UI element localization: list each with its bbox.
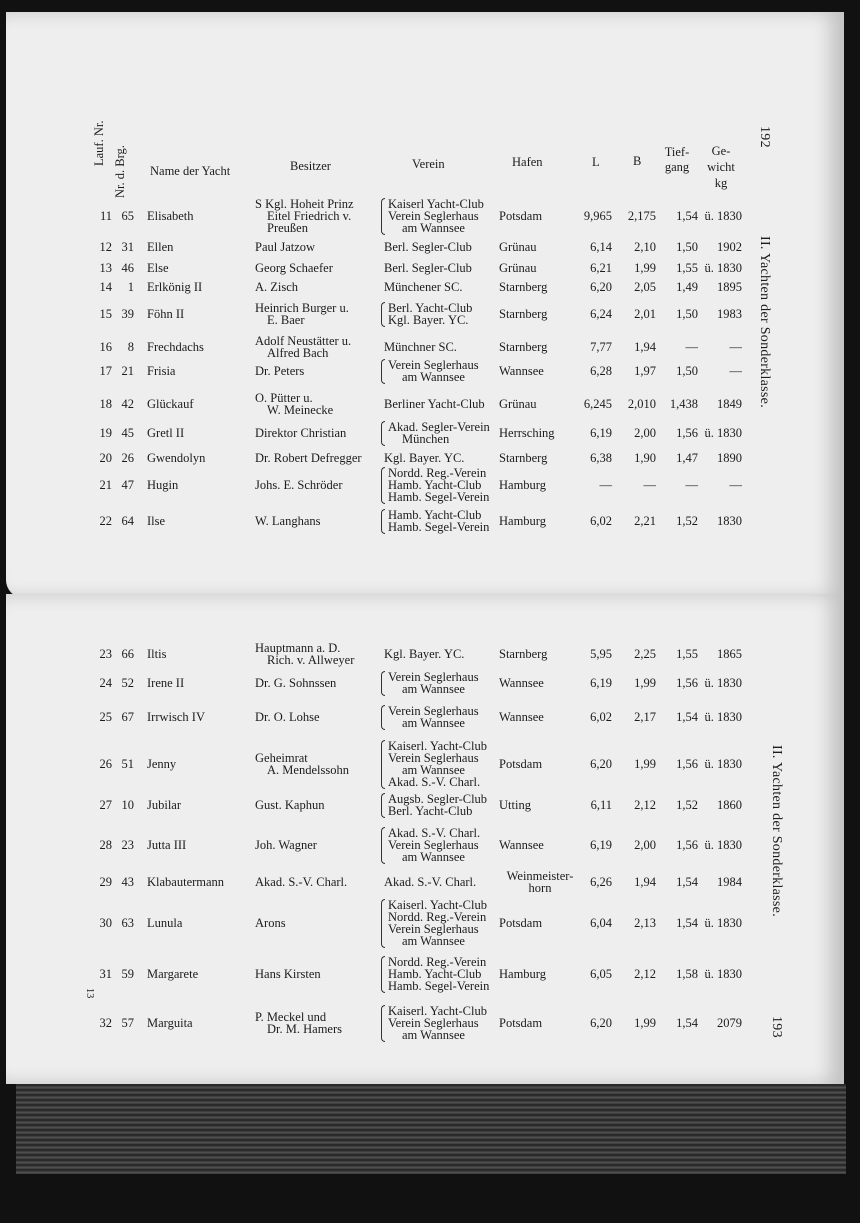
cell-besitzer-line: Direktor Christian xyxy=(255,426,347,440)
header-gewicht-line: Ge- xyxy=(711,144,731,158)
cell-l: 6,26 xyxy=(590,875,612,889)
header-gewicht-line: kg xyxy=(714,176,728,190)
cell-tiefgang: — xyxy=(685,340,698,354)
cell-yacht-name: Else xyxy=(147,261,169,275)
cell-l: 6,11 xyxy=(590,798,612,812)
cell-lauf-nr: 18 xyxy=(99,397,112,411)
cell-l: 6,28 xyxy=(590,364,612,378)
cell-yacht-name: Hugin xyxy=(147,478,179,492)
cell-gewicht: ü. 1830 xyxy=(704,261,742,275)
cell-b: 2,13 xyxy=(634,916,656,930)
cell-verein-line: Hamb. Yacht-Club xyxy=(388,508,482,522)
cell-verein-line: Verein Seglerhaus xyxy=(388,1016,479,1030)
cell-lauf-nr: 20 xyxy=(99,451,112,465)
cell-verein-line: am Wannsee xyxy=(402,221,465,235)
cell-tiefgang: 1,50 xyxy=(676,307,698,321)
cell-lauf-nr: 25 xyxy=(99,710,112,724)
cell-verein-line: Berl. Segler-Club xyxy=(384,261,472,275)
header-name: Name der Yacht xyxy=(150,164,231,178)
cell-verein-line: Kaiserl. Yacht-Club xyxy=(388,898,487,912)
verein-brace xyxy=(381,740,385,789)
cell-verein-line: Verein Seglerhaus xyxy=(388,751,479,765)
cell-hafen: Hamburg xyxy=(499,967,546,981)
cell-l: 9,965 xyxy=(583,209,612,223)
cell-l: 7,77 xyxy=(590,340,612,354)
cell-verein-line: Kgl. Bayer. YC. xyxy=(384,451,465,465)
running-head-bottom: II. Yachten der Sonderklasse. xyxy=(769,745,784,917)
header-tiefgang xyxy=(660,145,694,175)
cell-yacht-name: Jubilar xyxy=(147,798,182,812)
cell-hafen: Hamburg xyxy=(499,514,546,528)
cell-b: 2,00 xyxy=(634,426,656,440)
header-b: B xyxy=(633,154,642,168)
cell-tiefgang: 1,54 xyxy=(676,916,698,930)
cell-verein-line: am Wannsee xyxy=(402,850,465,864)
cell-nr-brg: 43 xyxy=(121,875,134,889)
cell-verein-line: Hamb. Yacht-Club xyxy=(388,967,482,981)
cell-verein-line: Hamb. Segel-Verein xyxy=(388,979,490,993)
cell-gewicht: ü. 1830 xyxy=(704,426,742,440)
cell-besitzer-line: Johs. E. Schröder xyxy=(255,478,343,492)
cell-yacht-name: Iltis xyxy=(147,647,167,661)
cell-hafen: Wannsee xyxy=(499,676,544,690)
cell-gewicht: ü. 1830 xyxy=(704,757,742,771)
cell-besitzer-line: Dr. O. Lohse xyxy=(255,710,320,724)
cell-besitzer-line: Arons xyxy=(255,916,286,930)
cell-yacht-name: Frechdachs xyxy=(147,340,204,354)
cell-yacht-name: Marguita xyxy=(147,1016,193,1030)
cell-verein-line: Verein Seglerhaus xyxy=(388,209,479,223)
cell-b: — xyxy=(643,478,656,492)
cell-tiefgang: 1,54 xyxy=(676,1016,698,1030)
cell-hafen: Potsdam xyxy=(499,757,543,771)
cell-hafen: Potsdam xyxy=(499,916,543,930)
cell-besitzer-line: Heinrich Burger u. xyxy=(255,301,349,315)
cell-l: 6,19 xyxy=(590,676,612,690)
cell-yacht-name: Glückauf xyxy=(147,397,194,411)
cell-lauf-nr: 23 xyxy=(99,647,112,661)
cell-verein-line: Berl. Yacht-Club xyxy=(388,804,473,818)
cell-gewicht: 1865 xyxy=(717,647,742,661)
cell-nr-brg: 64 xyxy=(121,514,134,528)
cell-nr-brg: 52 xyxy=(121,676,134,690)
header-tiefgang-line: Tief- xyxy=(664,145,690,159)
cell-verein-line: Verein Seglerhaus xyxy=(388,922,479,936)
cell-yacht-name: Klabautermann xyxy=(147,875,225,889)
cell-nr-brg: 47 xyxy=(121,478,134,492)
cell-l: — xyxy=(599,478,612,492)
cell-lauf-nr: 31 xyxy=(99,967,112,981)
cell-yacht-name: Ellen xyxy=(147,240,174,254)
page-edges xyxy=(16,1084,846,1174)
cell-nr-brg: 63 xyxy=(121,916,134,930)
cell-lauf-nr: 19 xyxy=(99,426,112,440)
cell-verein-line: Akad. S.-V. Charl. xyxy=(384,875,477,889)
cell-gewicht: 1830 xyxy=(717,514,742,528)
cell-l: 6,245 xyxy=(583,397,612,411)
cell-l: 6,19 xyxy=(590,838,612,852)
cell-verein-line: am Wannsee xyxy=(402,934,465,948)
cell-besitzer-line: Akad. S.-V. Charl. xyxy=(255,875,348,889)
cell-hafen: Hamburg xyxy=(499,478,546,492)
cell-b: 2,010 xyxy=(627,397,656,411)
cell-hafen: Wannsee xyxy=(499,838,544,852)
cell-verein-line: Nordd. Reg.-Verein xyxy=(388,910,487,924)
cell-hafen: Grünau xyxy=(499,397,537,411)
cell-verein-line: am Wannsee xyxy=(402,716,465,730)
cell-hafen: Starnberg xyxy=(499,451,548,465)
cell-b: 2,01 xyxy=(634,307,656,321)
verein-brace xyxy=(381,705,385,730)
header-gewicht-line: wicht xyxy=(707,160,735,174)
cell-tiefgang: 1,50 xyxy=(676,240,698,254)
header-hafen: Hafen xyxy=(512,155,543,169)
cell-hafen: Grünau xyxy=(499,261,537,275)
header-verein: Verein xyxy=(412,157,445,171)
cell-nr-brg: 51 xyxy=(121,757,134,771)
cell-besitzer-line: Dr. Robert Defregger xyxy=(255,451,362,465)
cell-nr-brg: 42 xyxy=(121,397,134,411)
cell-b: 1,94 xyxy=(634,875,656,889)
cell-verein-line: Berliner Yacht-Club xyxy=(384,397,485,411)
page-number-bottom: 193 xyxy=(769,1016,784,1038)
cell-b: 1,90 xyxy=(634,451,656,465)
cell-verein-line: Hamb. Segel-Verein xyxy=(388,490,490,504)
cell-b: 2,25 xyxy=(634,647,656,661)
cell-b: 2,10 xyxy=(634,240,656,254)
cell-verein-line: Kaiserl. Yacht-Club xyxy=(388,1004,487,1018)
cell-besitzer-line: Dr. M. Hamers xyxy=(267,1022,342,1036)
cell-nr-brg: 66 xyxy=(121,647,134,661)
cell-gewicht: ü. 1830 xyxy=(704,209,742,223)
cell-b: 2,12 xyxy=(634,798,656,812)
cell-l: 6,20 xyxy=(590,1016,612,1030)
cell-gewicht: 1890 xyxy=(717,451,742,465)
cell-verein-line: am Wannsee xyxy=(402,1028,465,1042)
cell-lauf-nr: 13 xyxy=(99,261,112,275)
cell-tiefgang: 1,50 xyxy=(676,364,698,378)
cell-hafen: Weinmeister- horn xyxy=(506,869,574,895)
cell-tiefgang: 1,55 xyxy=(676,647,698,661)
cell-nr-brg: 26 xyxy=(121,451,134,465)
cell-b: 1,99 xyxy=(634,676,656,690)
cell-tiefgang: 1,56 xyxy=(676,757,698,771)
cell-gewicht: ü. 1830 xyxy=(704,838,742,852)
cell-besitzer-line: Paul Jatzow xyxy=(255,240,316,254)
cell-nr-brg: 10 xyxy=(121,798,134,812)
cell-besitzer-line: Alfred Bach xyxy=(267,346,329,360)
cell-yacht-name: Margarete xyxy=(147,967,199,981)
verein-brace xyxy=(381,956,385,993)
cell-gewicht: — xyxy=(729,340,742,354)
cell-lauf-nr: 17 xyxy=(99,364,112,378)
cell-tiefgang: 1,438 xyxy=(669,397,698,411)
cell-gewicht: 1983 xyxy=(717,307,742,321)
cell-hafen: Starnberg xyxy=(499,280,548,294)
verein-brace xyxy=(381,1005,385,1042)
cell-lauf-nr: 32 xyxy=(99,1016,112,1030)
verein-brace xyxy=(381,302,385,327)
cell-besitzer-line: Rich. v. Allweyer xyxy=(267,653,355,667)
cell-hafen: Utting xyxy=(499,798,531,812)
cell-l: 6,02 xyxy=(590,710,612,724)
verein-brace xyxy=(381,467,385,504)
cell-lauf-nr: 29 xyxy=(99,875,112,889)
cell-lauf-nr: 21 xyxy=(99,478,112,492)
cell-yacht-name: Irrwisch IV xyxy=(147,710,205,724)
cell-verein-line: Hamb. Yacht-Club xyxy=(388,478,482,492)
cell-gewicht: ü. 1830 xyxy=(704,710,742,724)
cell-b: 1,97 xyxy=(634,364,656,378)
cell-lauf-nr: 15 xyxy=(99,307,112,321)
cell-tiefgang: 1,49 xyxy=(676,280,698,294)
cell-nr-brg: 8 xyxy=(127,340,134,354)
cell-tiefgang: 1,55 xyxy=(676,261,698,275)
cell-b: 1,99 xyxy=(634,261,656,275)
verein-brace xyxy=(381,421,385,446)
cell-l: 6,20 xyxy=(590,280,612,294)
cell-verein-line: Nordd. Reg.-Verein xyxy=(388,955,487,969)
cell-tiefgang: 1,54 xyxy=(676,209,698,223)
cell-b: 2,05 xyxy=(634,280,656,294)
cell-l: 6,21 xyxy=(590,261,612,275)
cell-nr-brg: 67 xyxy=(121,710,134,724)
cell-b: 1,94 xyxy=(634,340,656,354)
cell-l: 6,24 xyxy=(590,307,612,321)
cell-verein-line: Verein Seglerhaus xyxy=(388,838,479,852)
cell-hafen: Wannsee xyxy=(499,710,544,724)
cell-besitzer-line: W. Meinecke xyxy=(267,403,334,417)
header-besitzer: Besitzer xyxy=(290,159,331,173)
page-number-top: 192 xyxy=(757,126,772,148)
signature-mark: 13 xyxy=(84,988,95,999)
cell-besitzer-line: S Kgl. Hoheit Prinz xyxy=(255,197,354,211)
verein-brace xyxy=(381,359,385,384)
cell-l: 6,02 xyxy=(590,514,612,528)
cell-yacht-name: Jenny xyxy=(147,757,177,771)
cell-verein-line: Verein Seglerhaus xyxy=(388,670,479,684)
cell-besitzer-line: Geheimrat xyxy=(255,751,308,765)
cell-besitzer-line: Eitel Friedrich v. xyxy=(267,209,352,223)
cell-verein-line: Verein Seglerhaus xyxy=(388,704,479,718)
cell-gewicht: 2079 xyxy=(717,1016,742,1030)
cell-gewicht: 1984 xyxy=(717,875,742,889)
header-gewicht xyxy=(703,143,739,191)
verein-brace xyxy=(381,671,385,696)
cell-nr-brg: 57 xyxy=(121,1016,134,1030)
cell-hafen: Starnberg xyxy=(499,307,548,321)
cell-lauf-nr: 11 xyxy=(99,209,112,223)
cell-besitzer-line: Joh. Wagner xyxy=(255,838,317,852)
cell-nr-brg: 65 xyxy=(121,209,134,223)
cell-verein-line: Akad. S.-V. Charl. xyxy=(388,826,481,840)
cell-nr-brg: 31 xyxy=(121,240,134,254)
cell-b: 2,12 xyxy=(634,967,656,981)
cell-verein-line: Kgl. Bayer. YC. xyxy=(388,313,469,327)
cell-l: 6,05 xyxy=(590,967,612,981)
cell-nr-brg: 46 xyxy=(121,261,134,275)
cell-hafen: Starnberg xyxy=(499,340,548,354)
cell-lauf-nr: 30 xyxy=(99,916,112,930)
cell-nr-brg: 59 xyxy=(121,967,134,981)
cell-nr-brg: 45 xyxy=(121,426,134,440)
cell-tiefgang: 1,54 xyxy=(676,710,698,724)
cell-l: 6,38 xyxy=(590,451,612,465)
cell-b: 1,99 xyxy=(634,757,656,771)
cell-hafen: Starnberg xyxy=(499,647,548,661)
cell-tiefgang: — xyxy=(685,478,698,492)
cell-yacht-name: Erlkönig II xyxy=(147,280,203,294)
cell-gewicht: 1895 xyxy=(717,280,742,294)
cell-nr-brg: 39 xyxy=(121,307,134,321)
cell-verein-line: München xyxy=(402,432,450,446)
cell-gewicht: ü. 1830 xyxy=(704,676,742,690)
cell-gewicht: 1849 xyxy=(717,397,742,411)
cell-besitzer-line: Hauptmann a. D. xyxy=(255,641,341,655)
cell-l: 6,20 xyxy=(590,757,612,771)
cell-verein-line: Berl. Segler-Club xyxy=(384,240,472,254)
cell-besitzer-line: Dr. Peters xyxy=(255,364,305,378)
cell-gewicht: ü. 1830 xyxy=(704,967,742,981)
cell-lauf-nr: 24 xyxy=(99,676,112,690)
cell-verein-line: Hamb. Segel-Verein xyxy=(388,520,490,534)
verein-brace xyxy=(381,509,385,534)
cell-yacht-name: Ilse xyxy=(147,514,166,528)
cell-gewicht: — xyxy=(729,478,742,492)
cell-verein-line: Münchner SC. xyxy=(384,340,457,354)
cell-tiefgang: 1,47 xyxy=(676,451,698,465)
cell-b: 1,99 xyxy=(634,1016,656,1030)
cell-verein-line: Kaiserl Yacht-Club xyxy=(388,197,484,211)
cell-besitzer-line: P. Meckel und xyxy=(255,1010,327,1024)
cell-tiefgang: 1,56 xyxy=(676,426,698,440)
cell-lauf-nr: 12 xyxy=(99,240,112,254)
cell-l: 5,95 xyxy=(590,647,612,661)
running-head-top: II. Yachten der Sonderklasse. xyxy=(757,236,772,408)
cell-hafen: Herrsching xyxy=(499,426,555,440)
verein-brace xyxy=(381,899,385,948)
cell-verein-line: Nordd. Reg.-Verein xyxy=(388,466,487,480)
cell-verein-line: Kaiserl. Yacht-Club xyxy=(388,739,487,753)
cell-verein-line: Verein Seglerhaus xyxy=(388,358,479,372)
cell-besitzer-line: Gust. Kaphun xyxy=(255,798,325,812)
cell-l: 6,14 xyxy=(590,240,612,254)
cell-lauf-nr: 16 xyxy=(99,340,112,354)
cell-verein-line: Münchener SC. xyxy=(384,280,463,294)
header-lauf-nr: Lauf. Nr. xyxy=(92,120,106,166)
cell-verein-line: am Wannsee xyxy=(402,682,465,696)
cell-lauf-nr: 22 xyxy=(99,514,112,528)
cell-besitzer-line: Hans Kirsten xyxy=(255,967,321,981)
cell-besitzer-line: O. Pütter u. xyxy=(255,391,313,405)
cell-besitzer-line: E. Baer xyxy=(267,313,305,327)
cell-yacht-name: Frisia xyxy=(147,364,176,378)
cell-l: 6,19 xyxy=(590,426,612,440)
cell-besitzer-line: Adolf Neustätter u. xyxy=(255,334,352,348)
header-tiefgang-line: gang xyxy=(664,160,690,174)
cell-b: 2,17 xyxy=(634,710,656,724)
cell-hafen: Potsdam xyxy=(499,1016,543,1030)
verein-brace xyxy=(381,827,385,864)
cell-besitzer-line: Georg Schaefer xyxy=(255,261,333,275)
cell-tiefgang: 1,56 xyxy=(676,838,698,852)
cell-tiefgang: 1,56 xyxy=(676,676,698,690)
cell-gewicht: ü. 1830 xyxy=(704,916,742,930)
cell-b: 2,21 xyxy=(634,514,656,528)
header-l: L xyxy=(592,155,600,169)
cell-nr-brg: 21 xyxy=(121,364,134,378)
cell-l: 6,04 xyxy=(590,916,612,930)
cell-hafen: Potsdam xyxy=(499,209,543,223)
cell-yacht-name: Jutta III xyxy=(147,838,187,852)
cell-besitzer-line: W. Langhans xyxy=(255,514,321,528)
cell-lauf-nr: 28 xyxy=(99,838,112,852)
cell-yacht-name: Elisabeth xyxy=(147,209,194,223)
cell-b: 2,175 xyxy=(627,209,656,223)
cell-verein-line: am Wannsee xyxy=(402,370,465,384)
cell-lauf-nr: 26 xyxy=(99,757,112,771)
cell-yacht-name: Lunula xyxy=(147,916,183,930)
cell-verein-line: Akad. Segler-Verein xyxy=(388,420,490,434)
cell-tiefgang: 1,58 xyxy=(676,967,698,981)
cell-besitzer-line: A. Mendelssohn xyxy=(267,763,349,777)
cell-besitzer-line: Preußen xyxy=(267,221,308,235)
cell-yacht-name: Gwendolyn xyxy=(147,451,206,465)
cell-verein-line: am Wannsee xyxy=(402,763,465,777)
header-nr-brg: Nr. d. Brg. xyxy=(113,145,127,198)
cell-gewicht: 1902 xyxy=(717,240,742,254)
verein-brace xyxy=(381,198,385,235)
cell-hafen: Grünau xyxy=(499,240,537,254)
cell-tiefgang: 1,52 xyxy=(676,798,698,812)
cell-lauf-nr: 14 xyxy=(99,280,112,294)
cell-verein-line: Augsb. Segler-Club xyxy=(388,792,488,806)
cell-tiefgang: 1,52 xyxy=(676,514,698,528)
cell-nr-brg: 23 xyxy=(121,838,134,852)
cell-verein-line: Kgl. Bayer. YC. xyxy=(384,647,465,661)
cell-verein-line: Berl. Yacht-Club xyxy=(388,301,473,315)
verein-brace xyxy=(381,793,385,818)
cell-tiefgang: 1,54 xyxy=(676,875,698,889)
cell-hafen: Wannsee xyxy=(499,364,544,378)
cell-besitzer-line: A. Zisch xyxy=(255,280,299,294)
cell-verein-line: Akad. S.-V. Charl. xyxy=(388,775,481,789)
cell-besitzer-line: Dr. G. Sohnssen xyxy=(255,676,337,690)
cell-gewicht: — xyxy=(729,364,742,378)
cell-yacht-name: Irene II xyxy=(147,676,185,690)
cell-nr-brg: 1 xyxy=(127,280,134,294)
cell-gewicht: 1860 xyxy=(717,798,742,812)
cell-yacht-name: Föhn II xyxy=(147,307,185,321)
cell-lauf-nr: 27 xyxy=(99,798,112,812)
cell-yacht-name: Gretl II xyxy=(147,426,185,440)
cell-b: 2,00 xyxy=(634,838,656,852)
